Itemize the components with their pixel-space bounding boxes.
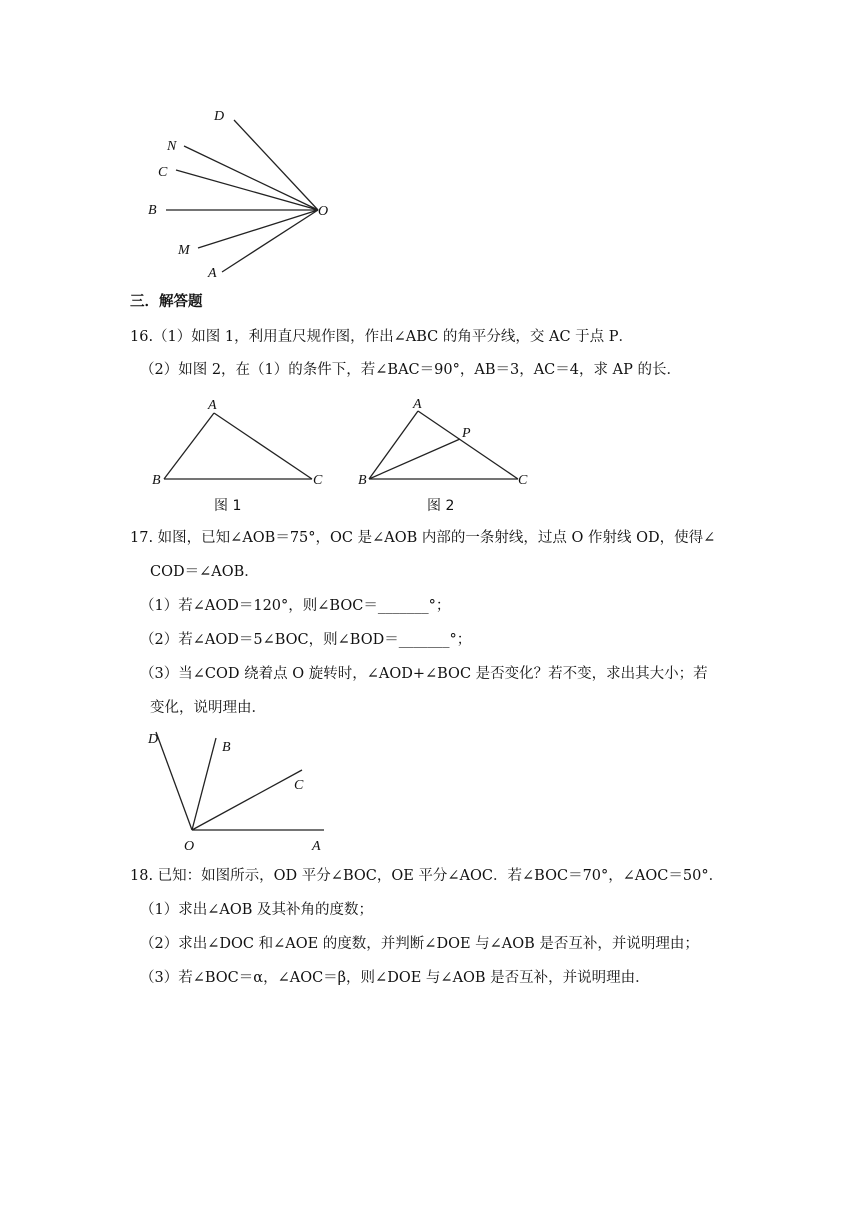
q17-sub2: （2）若∠AOD＝5∠BOC，则∠BOD＝_______°；	[140, 632, 472, 648]
label-a: A	[208, 266, 217, 281]
label-p: P	[462, 426, 471, 441]
ray-oc	[192, 770, 302, 830]
q17-figure	[140, 726, 340, 856]
ray-ob	[192, 738, 216, 830]
q16-line1: 16.（1）如图 1，利用直尺规作图，作出∠ABC 的角平分线，交 AC 于点 P．	[130, 329, 634, 345]
q18-line1: 18. 已知：如图所示，OD 平分∠BOC，OE 平分∠AOC．若∠BOC＝70°，∠AOC＝50°．	[130, 868, 724, 884]
figure-caption: 图 1	[214, 498, 242, 514]
label-d: D	[214, 109, 225, 124]
q17-line1: 17. 如图，已知∠AOB＝75°，OC 是∠AOB 内部的一条射线，过点 O 作射线 OD，使得∠	[130, 530, 716, 546]
q16-figure-2	[352, 395, 542, 517]
label-b: B	[152, 473, 161, 488]
label-d: D	[148, 732, 159, 747]
label-c: C	[294, 778, 304, 793]
label-m: M	[178, 243, 190, 258]
side-ac	[214, 413, 312, 479]
label-c: C	[313, 473, 323, 488]
label-a: A	[312, 839, 321, 854]
rays-figure	[140, 100, 340, 285]
ray-oa	[222, 210, 318, 272]
label-b: B	[148, 203, 157, 218]
q18-sub1: （1）求出∠AOB 及其补角的度数；	[140, 902, 373, 918]
label-b: B	[358, 473, 367, 488]
q16-figure-1	[148, 395, 338, 517]
figure-caption: 图 2	[427, 498, 455, 514]
ray-od	[156, 732, 192, 830]
side-ab	[164, 413, 214, 479]
label-o: O	[184, 839, 195, 854]
section-heading: 三．解答题	[130, 293, 203, 310]
q18-sub2: （2）求出∠DOC 和∠AOE 的度数，并判断∠DOE 与∠AOB 是否互补，并说明理由；	[140, 936, 699, 952]
side-ac	[418, 411, 518, 479]
ray-od	[234, 120, 318, 210]
label-n: N	[167, 139, 177, 154]
label-a: A	[413, 397, 422, 412]
q17-sub3a: （3）当∠COD 绕着点 O 旋转时，∠AOD+∠BOC 是否变化？若不变，求出其大小；若	[140, 666, 708, 682]
label-c: C	[518, 473, 528, 488]
label-c: C	[158, 165, 168, 180]
label-a: A	[208, 398, 217, 413]
q17-line2: COD＝∠AOB．	[150, 564, 259, 580]
label-b: B	[222, 740, 231, 755]
q18-sub3: （3）若∠BOC＝α，∠AOC＝β，则∠DOE 与∠AOB 是否互补，并说明理由．	[140, 970, 650, 986]
q17-sub3b: 变化，说明理由．	[150, 700, 266, 716]
ray-om	[198, 210, 318, 248]
label-o: O	[318, 204, 329, 219]
q16-line2: （2）如图 2，在（1）的条件下，若∠BAC＝90°，AB＝3，AC＝4，求 AP 的长．	[140, 362, 681, 378]
q17-sub1: （1）若∠AOD＝120°，则∠BOC＝_______°；	[140, 598, 451, 614]
